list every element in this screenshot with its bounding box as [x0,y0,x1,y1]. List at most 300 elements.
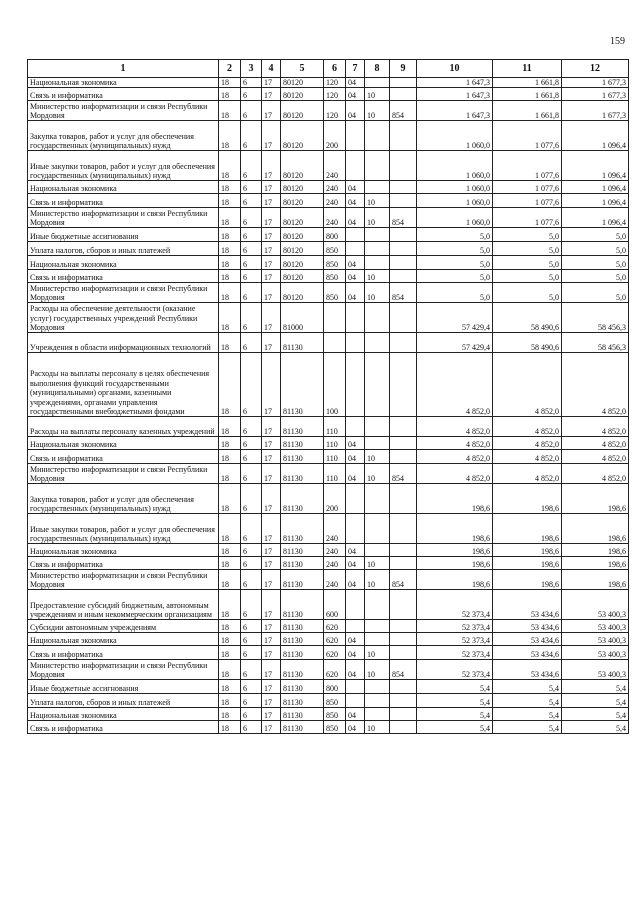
value-2021: 5,4 [562,680,629,694]
value-2021: 5,0 [562,283,629,303]
code-cell: 6 [241,303,262,333]
value-2020: 1 077,6 [493,151,562,181]
code-cell [346,484,365,514]
code-cell: 6 [241,181,262,194]
row-name: Национальная экономика [28,78,219,88]
row-name: Национальная экономика [28,256,219,270]
code-cell: 850 [324,256,346,270]
code-cell: 17 [262,78,281,88]
code-cell [390,694,417,708]
value-2021: 58 456,3 [562,333,629,353]
code-cell: 18 [219,450,241,464]
code-cell: 854 [390,208,417,228]
code-cell: 17 [262,270,281,283]
code-cell: 800 [324,680,346,694]
value-2020: 1 077,6 [493,194,562,208]
code-cell [390,450,417,464]
code-cell: 18 [219,680,241,694]
table-row [28,570,629,590]
value-2021: 5,0 [562,228,629,242]
row-name: Предоставление субсидий бюджетным, автономным учреждениям и иным некоммерческим организациям [28,590,219,620]
code-cell: 200 [324,484,346,514]
code-cell [365,333,390,353]
code-cell: 18 [219,151,241,181]
value-2021: 4 852,0 [562,437,629,450]
code-cell: 10 [365,208,390,228]
value-2021: 4 852,0 [562,450,629,464]
column-header: 9 [390,60,417,78]
row-name: Министерство информатизации и связи Республики Мордовия [28,101,219,121]
code-cell: 6 [241,514,262,544]
code-cell: 04 [346,270,365,283]
code-cell [365,590,390,620]
value-2020: 5,4 [493,680,562,694]
code-cell: 81130 [281,557,324,570]
code-cell: 04 [346,660,365,680]
code-cell [365,437,390,450]
value-2020: 1 661,8 [493,78,562,88]
code-cell [346,417,365,437]
value-2021: 53 400,3 [562,660,629,680]
table-row [28,721,629,734]
code-cell: 120 [324,78,346,88]
code-cell: 04 [346,437,365,450]
value-2021: 1 096,4 [562,194,629,208]
value-2021: 5,0 [562,270,629,283]
code-cell: 80120 [281,78,324,88]
code-cell: 6 [241,680,262,694]
table-row [28,484,629,514]
code-cell: 81130 [281,708,324,721]
value-2019: 5,0 [417,228,493,242]
code-cell [390,194,417,208]
table-row [28,88,629,101]
code-cell: 81130 [281,721,324,734]
code-cell: 240 [324,557,346,570]
value-2020: 1 661,8 [493,101,562,121]
code-cell: 17 [262,101,281,121]
code-cell: 850 [324,242,346,256]
value-2020: 5,0 [493,228,562,242]
code-cell: 10 [365,194,390,208]
table-row [28,228,629,242]
code-cell: 81130 [281,570,324,590]
code-cell [365,417,390,437]
code-cell [390,333,417,353]
table-row [28,181,629,194]
value-2019: 1 647,3 [417,88,493,101]
code-cell: 17 [262,121,281,151]
code-cell: 17 [262,283,281,303]
code-cell: 854 [390,101,417,121]
code-cell [365,680,390,694]
code-cell: 6 [241,570,262,590]
code-cell [365,694,390,708]
row-name: Учреждения в области информационных технологий [28,333,219,353]
value-2019: 5,4 [417,708,493,721]
code-cell: 6 [241,437,262,450]
code-cell: 18 [219,721,241,734]
code-cell: 110 [324,464,346,484]
value-2020: 4 852,0 [493,450,562,464]
code-cell: 10 [365,557,390,570]
code-cell: 10 [365,88,390,101]
code-cell: 04 [346,450,365,464]
value-2021: 198,6 [562,544,629,557]
column-header: 3 [241,60,262,78]
table-row [28,78,629,88]
code-cell: 6 [241,544,262,557]
table-row [28,353,629,417]
code-cell: 18 [219,514,241,544]
code-cell [390,514,417,544]
table-row [28,514,629,544]
code-cell [365,121,390,151]
value-2020: 1 077,6 [493,121,562,151]
row-name: Закупка товаров, работ и услуг для обеспечения государственных (муниципальных) нужд [28,121,219,151]
code-cell [390,620,417,633]
code-cell: 100 [324,353,346,417]
code-cell: 17 [262,194,281,208]
code-cell [365,181,390,194]
code-cell [365,620,390,633]
code-cell [365,633,390,646]
code-cell: 81130 [281,590,324,620]
value-2019: 5,0 [417,283,493,303]
table-row [28,303,629,333]
code-cell: 6 [241,151,262,181]
table-row [28,208,629,228]
table-row [28,590,629,620]
code-cell [390,256,417,270]
code-cell: 17 [262,88,281,101]
column-header: 4 [262,60,281,78]
code-cell [346,121,365,151]
value-2021: 198,6 [562,514,629,544]
code-cell [365,228,390,242]
code-cell: 10 [365,660,390,680]
value-2019: 57 429,4 [417,303,493,333]
value-2021: 1 096,4 [562,181,629,194]
table-row [28,694,629,708]
value-2019: 52 373,4 [417,633,493,646]
code-cell: 17 [262,694,281,708]
value-2021: 1 096,4 [562,121,629,151]
value-2020: 53 434,6 [493,633,562,646]
code-cell: 81130 [281,660,324,680]
code-cell [390,228,417,242]
table-row [28,121,629,151]
value-2020: 53 434,6 [493,646,562,660]
column-header: 6 [324,60,346,78]
code-cell: 80120 [281,181,324,194]
code-cell: 17 [262,544,281,557]
code-cell: 18 [219,646,241,660]
code-cell: 18 [219,270,241,283]
code-cell [346,590,365,620]
code-cell: 240 [324,514,346,544]
table-row [28,194,629,208]
code-cell [390,270,417,283]
code-cell: 18 [219,544,241,557]
code-cell: 17 [262,557,281,570]
table-row [28,450,629,464]
code-cell [390,544,417,557]
code-cell [390,121,417,151]
row-name: Национальная экономика [28,181,219,194]
value-2021: 4 852,0 [562,417,629,437]
table-row [28,464,629,484]
value-2019: 1 060,0 [417,194,493,208]
row-name: Иные закупки товаров, работ и услуг для обеспечения государственных (муниципальных) нужд [28,514,219,544]
row-name: Иные закупки товаров, работ и услуг для обеспечения государственных (муниципальных) нужд [28,151,219,181]
code-cell: 10 [365,646,390,660]
code-cell: 620 [324,660,346,680]
code-cell: 04 [346,101,365,121]
value-2019: 5,4 [417,694,493,708]
table-row [28,256,629,270]
value-2020: 5,4 [493,708,562,721]
column-header: 11 [493,60,562,78]
column-header: 12 [562,60,629,78]
row-name: Расходы на обеспечение деятельности (оказание услуг) государственных учреждений Республики Мордовия [28,303,219,333]
page-number: 159 [610,36,625,47]
code-cell: 18 [219,590,241,620]
code-cell: 04 [346,464,365,484]
row-name: Уплата налогов, сборов и иных платежей [28,694,219,708]
code-cell [365,256,390,270]
value-2020: 198,6 [493,544,562,557]
value-2019: 4 852,0 [417,353,493,417]
value-2020: 1 077,6 [493,181,562,194]
code-cell [346,333,365,353]
value-2020: 58 490,6 [493,333,562,353]
code-cell: 80120 [281,194,324,208]
code-cell: 6 [241,633,262,646]
code-cell: 18 [219,633,241,646]
code-cell: 04 [346,256,365,270]
value-2020: 53 434,6 [493,590,562,620]
value-2021: 5,4 [562,708,629,721]
code-cell: 240 [324,570,346,590]
code-cell: 18 [219,464,241,484]
code-cell [390,646,417,660]
code-cell: 6 [241,256,262,270]
code-cell: 18 [219,620,241,633]
table-row [28,557,629,570]
value-2020: 198,6 [493,514,562,544]
code-cell: 81130 [281,353,324,417]
value-2020: 198,6 [493,484,562,514]
row-name: Субсидии автономным учреждениям [28,620,219,633]
code-cell: 17 [262,484,281,514]
value-2019: 5,4 [417,680,493,694]
value-2021: 5,4 [562,721,629,734]
code-cell: 6 [241,660,262,680]
code-cell: 80120 [281,256,324,270]
code-cell [390,708,417,721]
code-cell [390,680,417,694]
code-cell: 18 [219,437,241,450]
code-cell: 18 [219,256,241,270]
column-header: 5 [281,60,324,78]
table-row [28,437,629,450]
code-cell: 18 [219,121,241,151]
code-cell: 10 [365,464,390,484]
code-cell: 04 [346,544,365,557]
value-2019: 5,0 [417,270,493,283]
code-cell: 17 [262,151,281,181]
code-cell: 80120 [281,228,324,242]
code-cell: 17 [262,633,281,646]
row-name: Расходы на выплаты персоналу в целях обеспечения выполнения функций государственными (муниципальными) органами, казенными учреждениями, органами управления государственными внебюджетными фондами [28,353,219,417]
table-row [28,151,629,181]
column-header: 7 [346,60,365,78]
code-cell [346,303,365,333]
code-cell: 18 [219,78,241,88]
code-cell: 800 [324,228,346,242]
value-2019: 1 647,3 [417,78,493,88]
code-cell: 81130 [281,417,324,437]
code-cell [324,303,346,333]
code-cell: 17 [262,450,281,464]
code-cell: 17 [262,680,281,694]
code-cell: 17 [262,570,281,590]
code-cell: 18 [219,557,241,570]
code-cell: 600 [324,590,346,620]
code-cell [390,181,417,194]
value-2021: 198,6 [562,557,629,570]
row-name: Закупка товаров, работ и услуг для обеспечения государственных (муниципальных) нужд [28,484,219,514]
value-2020: 4 852,0 [493,437,562,450]
code-cell [346,242,365,256]
code-cell: 120 [324,88,346,101]
value-2019: 4 852,0 [417,450,493,464]
row-name: Уплата налогов, сборов и иных платежей [28,242,219,256]
code-cell: 120 [324,101,346,121]
value-2020: 58 490,6 [493,303,562,333]
value-2019: 4 852,0 [417,464,493,484]
table-row [28,620,629,633]
value-2019: 5,0 [417,256,493,270]
value-2019: 5,4 [417,721,493,734]
value-2021: 198,6 [562,570,629,590]
code-cell: 17 [262,437,281,450]
value-2019: 52 373,4 [417,660,493,680]
code-cell: 17 [262,620,281,633]
code-cell [390,484,417,514]
code-cell: 6 [241,464,262,484]
code-cell [365,484,390,514]
row-name: Национальная экономика [28,708,219,721]
code-cell: 04 [346,570,365,590]
code-cell [346,620,365,633]
code-cell: 240 [324,194,346,208]
code-cell: 04 [346,78,365,88]
code-cell: 10 [365,283,390,303]
code-cell: 17 [262,464,281,484]
code-cell: 80120 [281,101,324,121]
table-row [28,283,629,303]
value-2019: 198,6 [417,570,493,590]
code-cell: 854 [390,283,417,303]
value-2019: 1 060,0 [417,181,493,194]
value-2020: 5,0 [493,256,562,270]
code-cell: 80120 [281,283,324,303]
code-cell: 110 [324,450,346,464]
value-2019: 52 373,4 [417,620,493,633]
code-cell: 6 [241,708,262,721]
code-cell: 6 [241,208,262,228]
code-cell: 10 [365,270,390,283]
code-cell: 04 [346,708,365,721]
code-cell: 18 [219,417,241,437]
code-cell: 850 [324,270,346,283]
code-cell: 17 [262,333,281,353]
code-cell [390,78,417,88]
value-2020: 53 434,6 [493,660,562,680]
code-cell: 850 [324,721,346,734]
row-name: Министерство информатизации и связи Республики Мордовия [28,660,219,680]
row-name: Иные бюджетные ассигнования [28,228,219,242]
code-cell: 81130 [281,484,324,514]
code-cell [346,680,365,694]
code-cell: 240 [324,151,346,181]
code-cell: 18 [219,101,241,121]
code-cell: 18 [219,208,241,228]
value-2021: 5,0 [562,256,629,270]
code-cell [365,514,390,544]
code-cell: 81130 [281,450,324,464]
table-body [28,78,629,734]
code-cell: 10 [365,101,390,121]
code-cell: 620 [324,646,346,660]
code-cell: 04 [346,194,365,208]
code-cell: 6 [241,228,262,242]
table-row [28,633,629,646]
code-cell: 850 [324,708,346,721]
code-cell: 80120 [281,208,324,228]
code-cell: 18 [219,694,241,708]
value-2020: 5,0 [493,270,562,283]
code-cell [346,228,365,242]
value-2019: 1 060,0 [417,151,493,181]
code-cell [324,333,346,353]
value-2019: 52 373,4 [417,646,493,660]
value-2019: 57 429,4 [417,333,493,353]
code-cell: 04 [346,557,365,570]
code-cell: 81130 [281,680,324,694]
code-cell: 17 [262,417,281,437]
budget-table [27,59,629,734]
value-2021: 53 400,3 [562,646,629,660]
code-cell: 18 [219,708,241,721]
code-cell: 18 [219,660,241,680]
code-cell: 6 [241,283,262,303]
value-2020: 5,0 [493,242,562,256]
value-2020: 4 852,0 [493,417,562,437]
value-2021: 58 456,3 [562,303,629,333]
table-row [28,333,629,353]
row-name: Связь и информатика [28,646,219,660]
code-cell: 6 [241,270,262,283]
value-2021: 4 852,0 [562,464,629,484]
value-2020: 1 077,6 [493,208,562,228]
value-2019: 1 060,0 [417,121,493,151]
code-cell: 04 [346,88,365,101]
code-cell: 81130 [281,633,324,646]
value-2021: 1 096,4 [562,151,629,181]
